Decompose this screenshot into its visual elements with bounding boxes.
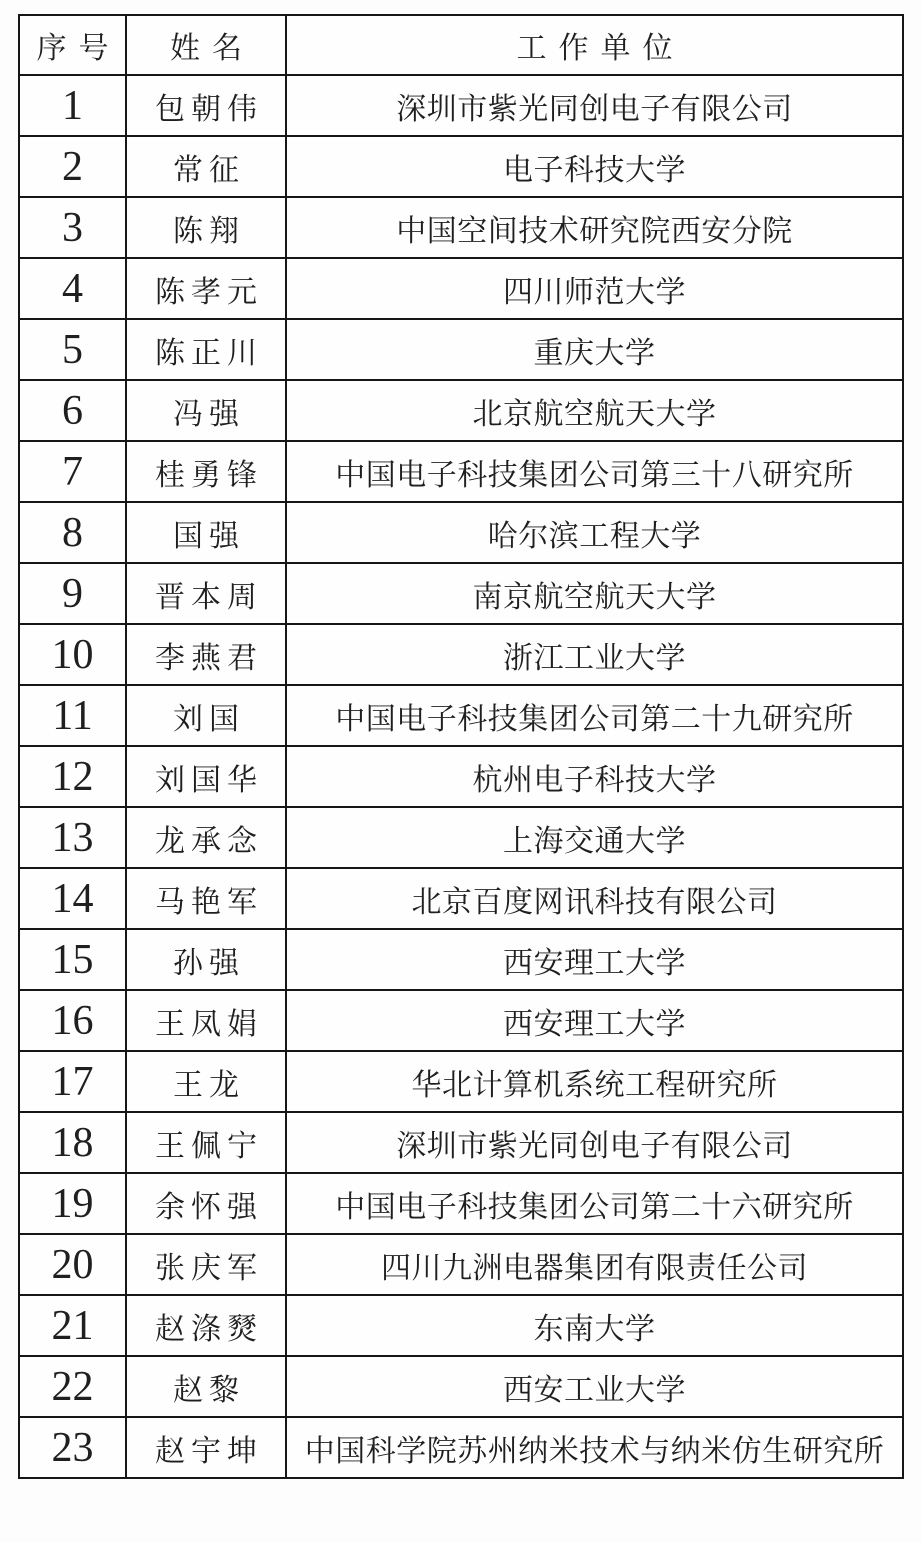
row-number-cell: 3 <box>19 197 126 258</box>
table-row <box>19 441 903 502</box>
table-row <box>19 1234 903 1295</box>
unit-cell: 深圳市紫光同创电子有限公司 <box>286 1112 903 1173</box>
table-row <box>19 807 903 868</box>
name-cell: 王龙 <box>126 1051 286 1112</box>
unit-cell: 四川九洲电器集团有限责任公司 <box>286 1234 903 1295</box>
name-cell: 陈孝元 <box>126 258 286 319</box>
row-number-cell: 21 <box>19 1295 126 1356</box>
table-row <box>19 990 903 1051</box>
row-number-cell: 11 <box>19 685 126 746</box>
row-number-cell: 15 <box>19 929 126 990</box>
name-cell: 李燕君 <box>126 624 286 685</box>
name-cell: 龙承念 <box>126 807 286 868</box>
table-row <box>19 1173 903 1234</box>
unit-cell: 中国电子科技集团公司第二十九研究所 <box>286 685 903 746</box>
unit-cell: 南京航空航天大学 <box>286 563 903 624</box>
unit-cell: 东南大学 <box>286 1295 903 1356</box>
table-row <box>19 380 903 441</box>
row-number-cell: 8 <box>19 502 126 563</box>
unit-cell: 西安工业大学 <box>286 1356 903 1417</box>
table-row <box>19 929 903 990</box>
row-number-cell: 4 <box>19 258 126 319</box>
table-row <box>19 563 903 624</box>
unit-cell: 哈尔滨工程大学 <box>286 502 903 563</box>
row-number-cell: 14 <box>19 868 126 929</box>
row-number-cell: 5 <box>19 319 126 380</box>
header-cell-unit: 工作单位 <box>286 15 903 75</box>
unit-cell: 中国空间技术研究院西安分院 <box>286 197 903 258</box>
row-number-cell: 12 <box>19 746 126 807</box>
name-cell: 王佩宁 <box>126 1112 286 1173</box>
row-number-cell: 9 <box>19 563 126 624</box>
row-number-cell: 6 <box>19 380 126 441</box>
name-cell: 余怀强 <box>126 1173 286 1234</box>
row-number-cell: 10 <box>19 624 126 685</box>
unit-cell: 浙江工业大学 <box>286 624 903 685</box>
unit-cell: 电子科技大学 <box>286 136 903 197</box>
row-number-cell: 13 <box>19 807 126 868</box>
row-number-cell: 2 <box>19 136 126 197</box>
roster-table <box>18 14 904 1479</box>
row-number-cell: 17 <box>19 1051 126 1112</box>
unit-cell: 杭州电子科技大学 <box>286 746 903 807</box>
name-cell: 桂勇锋 <box>126 441 286 502</box>
row-number-cell: 23 <box>19 1417 126 1478</box>
unit-cell: 华北计算机系统工程研究所 <box>286 1051 903 1112</box>
table-row <box>19 1356 903 1417</box>
name-cell: 刘国华 <box>126 746 286 807</box>
unit-cell: 四川师范大学 <box>286 258 903 319</box>
name-cell: 冯强 <box>126 380 286 441</box>
table-row <box>19 258 903 319</box>
header-cell-number: 序号 <box>19 15 126 75</box>
name-cell: 张庆军 <box>126 1234 286 1295</box>
row-number-cell: 1 <box>19 75 126 136</box>
table-row <box>19 1295 903 1356</box>
name-cell: 包朝伟 <box>126 75 286 136</box>
unit-cell: 中国科学院苏州纳米技术与纳米仿生研究所 <box>286 1417 903 1478</box>
name-cell: 王凤娟 <box>126 990 286 1051</box>
unit-cell: 深圳市紫光同创电子有限公司 <box>286 75 903 136</box>
unit-cell: 重庆大学 <box>286 319 903 380</box>
table-row <box>19 746 903 807</box>
table-row <box>19 197 903 258</box>
table-row <box>19 868 903 929</box>
name-cell: 刘国 <box>126 685 286 746</box>
name-cell: 赵黎 <box>126 1356 286 1417</box>
name-cell: 赵涤燹 <box>126 1295 286 1356</box>
row-number-cell: 19 <box>19 1173 126 1234</box>
name-cell: 陈翔 <box>126 197 286 258</box>
table-row <box>19 685 903 746</box>
unit-cell: 中国电子科技集团公司第二十六研究所 <box>286 1173 903 1234</box>
name-cell: 国强 <box>126 502 286 563</box>
table-row <box>19 75 903 136</box>
name-cell: 赵宇坤 <box>126 1417 286 1478</box>
name-cell: 晋本周 <box>126 563 286 624</box>
row-number-cell: 22 <box>19 1356 126 1417</box>
table-row <box>19 136 903 197</box>
unit-cell: 中国电子科技集团公司第三十八研究所 <box>286 441 903 502</box>
row-number-cell: 18 <box>19 1112 126 1173</box>
table-row <box>19 1051 903 1112</box>
table-row <box>19 319 903 380</box>
unit-cell: 西安理工大学 <box>286 990 903 1051</box>
unit-cell: 北京百度网讯科技有限公司 <box>286 868 903 929</box>
table-row <box>19 1112 903 1173</box>
table-header-row <box>19 15 903 75</box>
unit-cell: 西安理工大学 <box>286 929 903 990</box>
row-number-cell: 20 <box>19 1234 126 1295</box>
name-cell: 马艳军 <box>126 868 286 929</box>
unit-cell: 北京航空航天大学 <box>286 380 903 441</box>
name-cell: 陈正川 <box>126 319 286 380</box>
name-cell: 孙强 <box>126 929 286 990</box>
table-row <box>19 1417 903 1478</box>
row-number-cell: 16 <box>19 990 126 1051</box>
table-row <box>19 624 903 685</box>
name-cell: 常征 <box>126 136 286 197</box>
header-cell-name: 姓名 <box>126 15 286 75</box>
row-number-cell: 7 <box>19 441 126 502</box>
unit-cell: 上海交通大学 <box>286 807 903 868</box>
table-row <box>19 502 903 563</box>
